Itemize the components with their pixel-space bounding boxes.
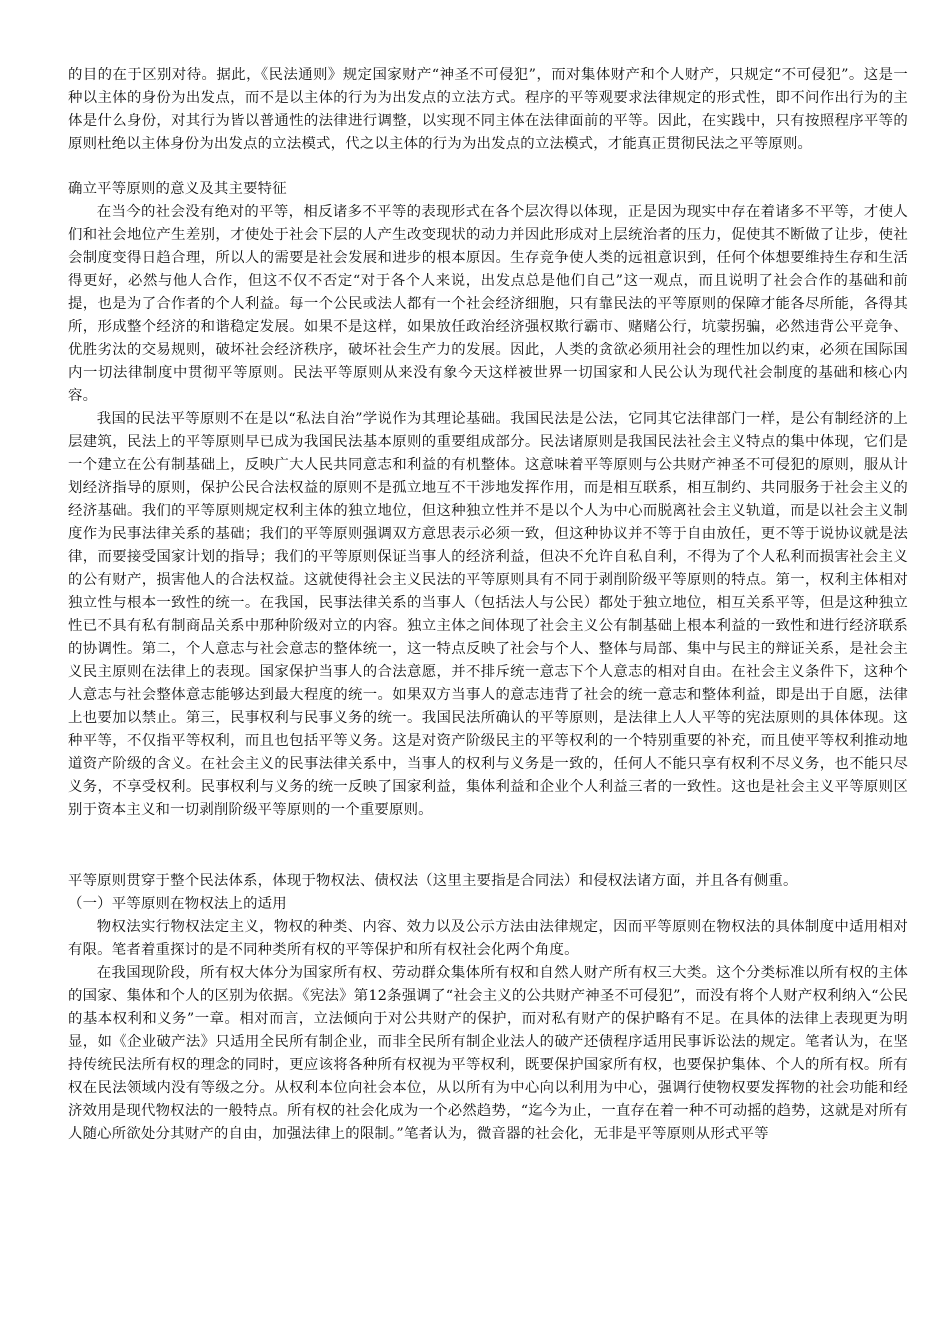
subsection-heading-property-law: （一）平等原则在物权法上的适用 [68, 896, 287, 912]
spacer [68, 156, 908, 178]
body-paragraph: 在我国现阶段，所有权大体分为国家所有权、劳动群众集体所有权和自然人财产所有权三大类。这个分类标准以所有权的主体的国家、集体和个人的区别为依据。《宪法》第12条强调了“社会主义的公共财产神圣不可侵犯”，而没有将个人财产权利纳入“公民的基本权利和义务”一章。相对而言，立法倾向于对公共财产的保护，而对私有财产的保护略有不足。在具体的法律上表现更为明显，如《企业破产法》只适用全民所有制企业，而非全民所有制企业法人的破产还债程序适用民事诉讼法的规定。笔者认为，在坚持传统民法所有权的理念的同时，更应该将各种所有权视为平等权利，既要保护国家所有权，也要保护集体、个人的所有权。所有权在民法领域内没有等级之分。从权利本位向社会本位，从以所有为中心向以利用为中心，强调行使物权要发挥物的社会功能和经济效用是现代物权法的一般特点。所有权的社会化成为一个必然趋势，“迄今为止，一直存在着一种不可动摇的趋势，这就是对所有人随心所欲处分其财产的自由，加强法律上的限制。”笔者认为，微音器的社会化，无非是平等原则从形式平等 [68, 965, 908, 1142]
section-heading-significance: 确立平等原则的意义及其主要特征 [68, 181, 287, 197]
body-paragraph: 我国的民法平等原则不在是以“私法自治”学说作为其理论基础。我国民法是公法，它同其它法律部门一样，是公有制经济的上层建筑，民法上的平等原则早已成为我国民法基本原则的重要组成部分。民法诸原则是我国民法社会主义特点的集中体现，它们是一个建立在公有制基础上，反映广大人民共同意志和利益的有机整体。这意味着平等原则与公共财产神圣不可侵犯的原则，服从计划经济指导的原则，保护公民合法权益的原则不是孤立地互不干涉地发挥作用，而是相互联系，相互制约、共同服务于社会主义的经济基础。我们的平等原则规定权利主体的独立地位，但这种独立性并不是以个人为中心而脱离社会主义轨道，而是以社会主义制度作为民事法律关系的基础；我们的平等原则强调双方意思表示必须一致，但这种协议并不等于自由放任，更不等于说协议就是法律，而要接受国家计划的指导；我们的平等原则保证当事人的经济利益，但决不允许自私自利，不得为了个人私利而损害社会主义的公有财产，损害他人的合法权益。这就使得社会主义民法的平等原则具有不同于剥削阶级平等原则的特点。第一，权利主体相对独立性与根本一致性的统一。在我国，民事法律关系的当事人（包括法人与公民）都处于独立地位，相互关系平等，但是这种独立性已不具有私有制商品关系中那种阶级对立的内容。独立主体之间体现了社会主义公有制基础上根本利益的一致性和进行经济联系的协调性。第二，个人意志与社会意志的整体统一，这一特点反映了社会与个人、整体与局部、集中与民主的辩证关系，是社会主义民主原则在法律上的表现。国家保护当事人的合法意愿，并不排斥统一意志下个人意志的相对自由。在社会主义条件下，这种个人意志与社会整体意志能够达到最大程度的统一。如果双方当事人的意志违背了社会的统一意志和整体利益，即是出于自愿，法律上也要加以禁止。第三，民事权利与民事义务的统一。我国民法所确认的平等原则，是法律上人人平等的宪法原则的具体体现。这种平等，不仅指平等权利，而且也包括平等义务。这是对资产阶级民主的平等权利的一个特别重要的补充，而且使平等权利推动地道资产阶级的含义。在社会主义的民事法律关系中，当事人的权利与义务是一致的，任何人不能只享有权利不尽义务，也不能只尽义务，不享受权利。民事权利与义务的统一反映了国家利益，集体利益和企业个人利益三者的一致性。这也是社会主义平等原则区别于资本主义和一切剥削阶级平等原则的一个重要原则。 [68, 411, 908, 818]
document-page [68, 64, 908, 1146]
body-paragraph: 物权法实行物权法定主义，物权的种类、内容、效力以及公示方法由法律规定，因而平等原则在物权法的具体制度中适用相对有限。笔者着重探讨的是不同种类所有权的平等保护和所有权社会化两个角度。 [68, 919, 908, 958]
section-intro-paragraph: 平等原则贯穿于整个民法体系，体现于物权法、债权法（这里主要指是合同法）和侵权法诸方面，并且各有侧重。 [68, 873, 798, 889]
intro-paragraph: 的目的在于区别对待。据此，《民法通则》规定国家财产“神圣不可侵犯”，而对集体财产和个人财产，只规定“不可侵犯”。这是一种以主体的身份为出发点，而不是以主体的行为为出发点的立法方式。程序的平等观要求法律规定的形式性，即不问作出行为的主体是什么身份，对其行为皆以普通性的法律进行调整，以实现不同主体在法律面前的平等。因此，在实践中，只有按照程序平等的原则杜绝以主体身份为出发点的立法模式，代之以主体的行为为出发点的立法模式，才能真正贯彻民法之平等原则。 [68, 67, 908, 152]
body-paragraph: 在当今的社会没有绝对的平等，相反诸多不平等的表现形式在各个层次得以体现，正是因为现实中存在着诸多不平等，才使人们和社会地位产生差别，才使处于社会下层的人产生改变现状的动力并因此形成对上层统治者的压力，促使其不断做了让步，使社会制度变得日趋合理，所以人的需要是社会发展和进步的根本原因。生存竞争使人类的远祖意识到，任何个体想要维持生存和生活得更好，必然与他人合作，但这不仅不否定“对于各个人来说，出发点总是他们自己”这一观点，而且说明了社会合作的基础和前提，也是为了合作者的个人利益。每一个公民或法人都有一个社会经济细胞，只有靠民法的平等原则的保障才能各尽所能，各得其所，形成整个经济的和谐稳定发展。如果不是这样，如果放任政治经济强权欺行霸市、赌赌公行，坑蒙拐骗，必然违背公平竞争、优胜劣汰的交易规则，破坏社会经济秩序，破坏社会生产力的发展。因此，人类的贪欲必须用社会的理性加以约束，必须在国际国内一切法律制度中贯彻平等原则。民法平等原则从来没有象今天这样被世界一切国家和人民公认为现代社会制度的基础和核心内容。 [68, 204, 908, 404]
spacer [68, 822, 908, 870]
